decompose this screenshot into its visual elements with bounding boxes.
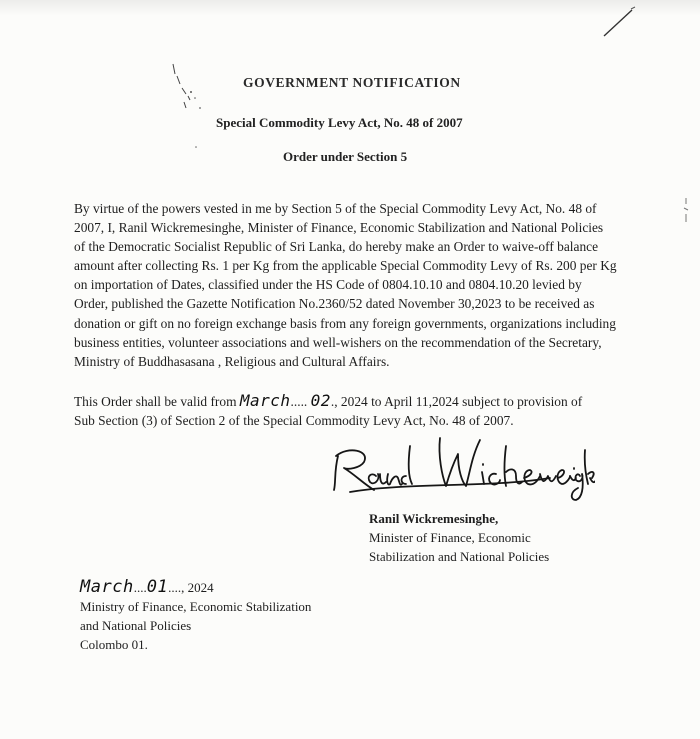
body-line: business entities, volunteer associations and well-wishers on the recommendation of the Secretary, bbox=[74, 334, 602, 350]
act-title: Special Commodity Levy Act, No. 48 of 2007 bbox=[216, 115, 463, 130]
body-line: amount after collecting Rs. 1 per Kg from the applicable Special Commodity Levy of Rs. 200 per Kg bbox=[74, 258, 617, 274]
signatory-block bbox=[369, 509, 549, 566]
ministry-city: Colombo 01. bbox=[80, 637, 148, 652]
handwritten-day: 01 bbox=[146, 577, 169, 597]
order-heading: Order under Section 5 bbox=[283, 149, 408, 164]
validity-paragraph bbox=[74, 391, 644, 430]
body-line: of the Democratic Socialist Republic of Sri Lanka, do hereby make an Order to waive-off balance bbox=[74, 239, 599, 255]
signatory-title: Minister of Finance, Economic bbox=[369, 530, 531, 545]
issue-year: ...., 2024 bbox=[168, 580, 214, 595]
scan-speck bbox=[168, 62, 208, 162]
fill-dots: .... bbox=[133, 580, 147, 595]
issue-date bbox=[80, 578, 311, 597]
order-body-paragraph bbox=[74, 199, 644, 371]
body-line: By virtue of the powers vested in me by Section 5 of the Special Commodity Levy Act, No. 48 of bbox=[74, 201, 597, 216]
fill-dots: ..... bbox=[290, 394, 311, 409]
handwritten-month: March bbox=[80, 577, 134, 597]
ministry-name: Ministry of Finance, Economic Stabilization bbox=[80, 599, 312, 614]
validity-prefix: This Order shall be valid from bbox=[74, 394, 240, 409]
handwritten-month: March bbox=[239, 391, 291, 410]
validity-suffix: ., 2024 to April 11,2024 subject to provision of bbox=[330, 394, 583, 409]
ministry-name: and National Policies bbox=[80, 618, 192, 633]
validity-line bbox=[74, 391, 644, 411]
document-title: GOVERNMENT NOTIFICATION bbox=[243, 75, 461, 90]
body-line: Order, published the Gazette Notification No.2360/52 dated November 30,2023 to be received as bbox=[74, 296, 595, 312]
body-line: donation or gift on no foreign exchange basis from any foreign governments, organizations including bbox=[74, 315, 616, 331]
body-line: Ministry of Buddhasasana , Religious and Cultural Affairs. bbox=[74, 353, 390, 369]
signatory-title: Stabilization and National Policies bbox=[369, 549, 550, 564]
body-line: 2007, I, Ranil Wickremesinghe, Minister of Finance, Economic Stabilization and National Policies bbox=[74, 220, 604, 236]
validity-line-2: Sub Section (3) of Section 2 of the Special Commodity Levy Act, No. 48 of 2007. bbox=[74, 413, 514, 429]
scan-edge bbox=[0, 0, 700, 16]
pen-mark bbox=[598, 4, 638, 40]
body-line: on importation of Dates, classified under the HS Code of 0804.10.10 and 0804.10.20 levied by bbox=[74, 277, 582, 293]
signatory-name: Ranil Wickremesinghe, bbox=[369, 511, 499, 526]
issuing-office-block bbox=[80, 578, 311, 654]
handwritten-signature bbox=[330, 432, 595, 504]
handwritten-day: 02 bbox=[310, 391, 331, 410]
margin-mark bbox=[680, 196, 692, 230]
